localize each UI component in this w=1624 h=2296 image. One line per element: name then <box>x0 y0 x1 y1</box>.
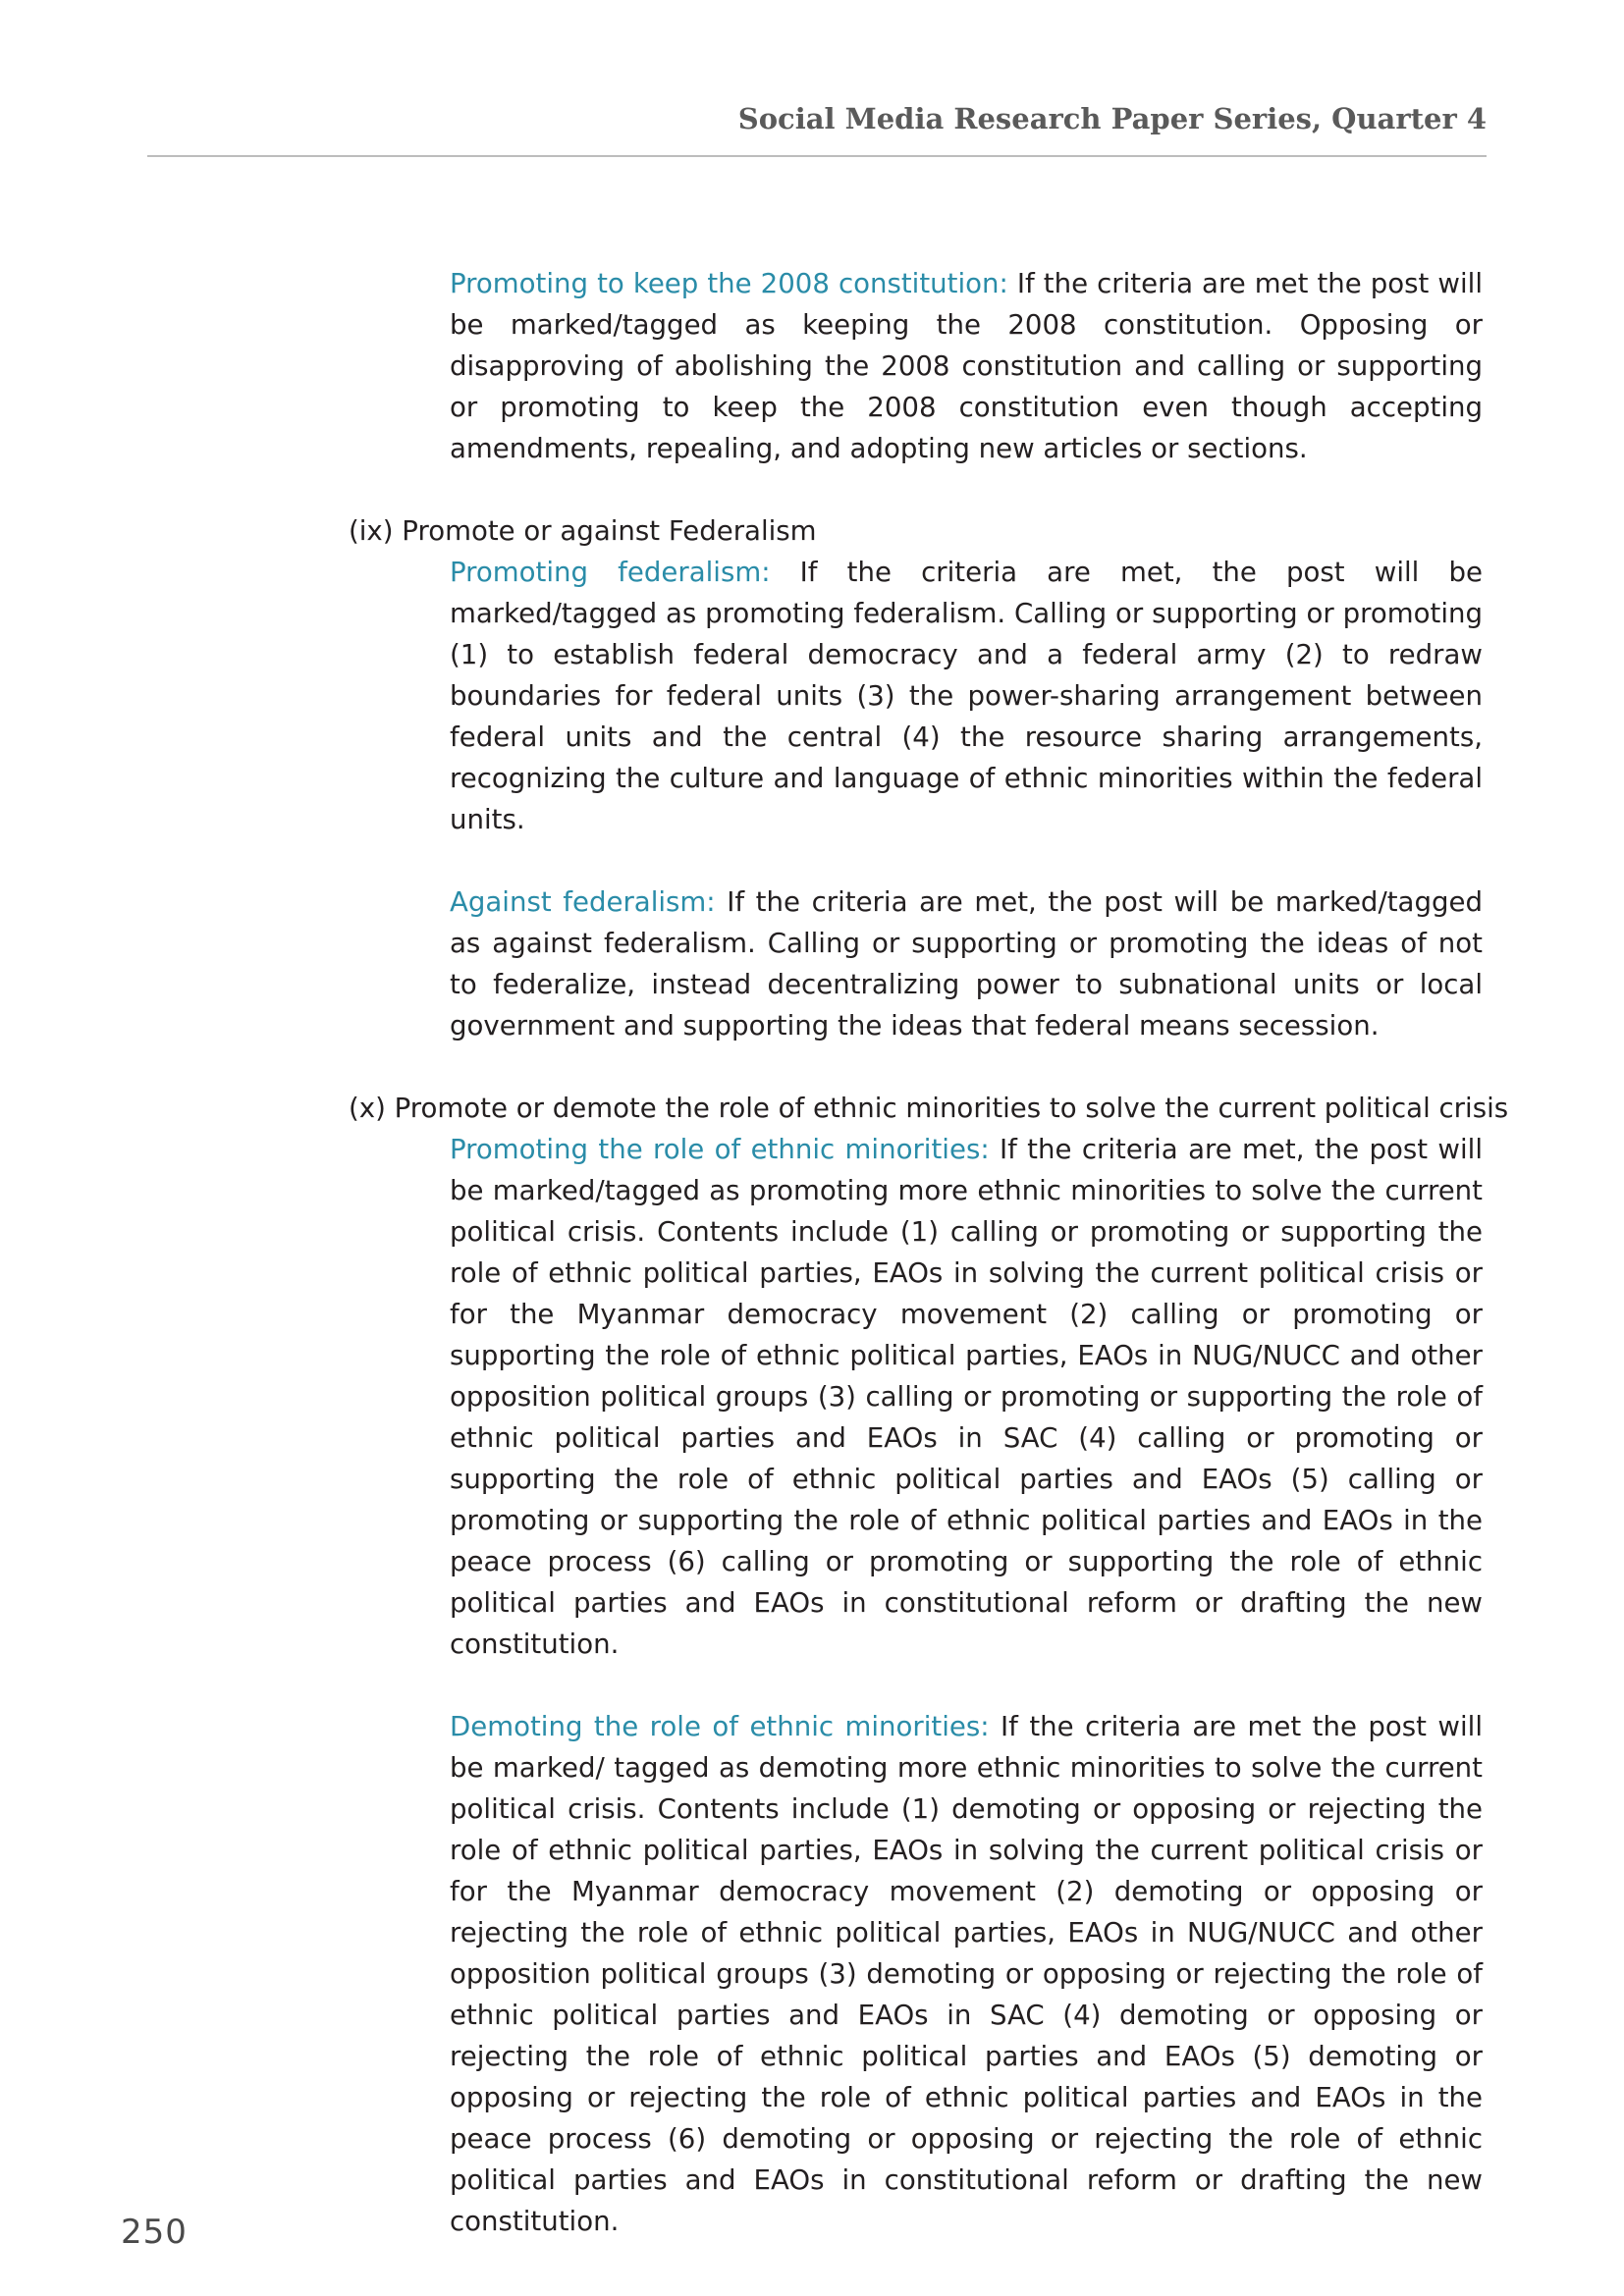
definition-keep-2008-constitution: If the criteria are met the post will be marked/tagged as keeping the 2008 constitution. Opposing or disapproving of abolishing the 2008 constitution and calling or supporting or promoting to keep the 2008 constitution even though accepting amendments, repealing, and adopting new articles or sections. <box>450 267 1483 464</box>
term-promoting-federalism: Promoting federalism: <box>450 556 771 588</box>
spacer <box>0 840 1624 881</box>
header-divider <box>147 155 1487 157</box>
paragraph-promoting-ethnic-role <box>450 1129 1483 1665</box>
running-header-title: Social Media Research Paper Series, Quarter 4 <box>737 102 1487 135</box>
paragraph-keep-2008-constitution <box>450 263 1483 469</box>
paragraph-demoting-ethnic-role <box>450 1706 1483 2242</box>
paragraph-against-federalism <box>450 881 1483 1046</box>
term-promoting-ethnic-role: Promoting the role of ethnic minorities: <box>450 1133 990 1165</box>
term-demoting-ethnic-role: Demoting the role of ethnic minorities: <box>450 1710 990 1742</box>
page-number: 250 <box>121 2213 188 2252</box>
section-heading-ethnic-minorities: (x) Promote or demote the role of ethnic minorities to solve the current political crisis <box>349 1092 1509 1124</box>
spacer <box>0 1046 1624 1088</box>
section-heading-federalism: (ix) Promote or against Federalism <box>349 514 817 547</box>
paragraph-promoting-federalism <box>450 552 1483 840</box>
definition-demoting-ethnic-role: If the criteria are met the post will be marked/ tagged as demoting more ethnic minorities to solve the current political crisis. Contents include (1) demoting or opposing or rejecting the role of ethnic political parties, EAOs in solving the current political crisis or for the Myanmar democracy movement (2) demoting or opposing or rejecting the role of ethnic political parties, EAOs in NUG/NUCC and other opposition political groups (3) demoting or opposing or rejecting the role of ethnic political parties and EAOs in SAC (4) demoting or opposing or rejecting the role of ethnic political parties and EAOs (5) demoting or opposing or rejecting the role of ethnic political parties and EAOs in the peace process (6) demoting or opposing or rejecting the role of ethnic political parties and EAOs in constitutional reform or drafting the new constitution. <box>450 1710 1483 2237</box>
definition-promoting-ethnic-role: If the criteria are met, the post will be marked/tagged as promoting more ethnic minorities to solve the current political crisis. Contents include (1) calling or promoting or supporting the role of ethnic political parties, EAOs in solving the current political crisis or for the Myanmar democracy movement (2) calling or promoting or supporting the role of ethnic political parties, EAOs in NUG/NUCC and other opposition political groups (3) calling or promoting or supporting the role of ethnic political parties and EAOs in SAC (4) calling or promoting or supporting the role of ethnic political parties and EAOs (5) calling or promoting or supporting the role of ethnic political parties and EAOs in the peace process (6) calling or promoting or supporting the role of ethnic political parties and EAOs in constitutional reform or drafting the new constitution. <box>450 1133 1484 1660</box>
spacer <box>0 1665 1624 1706</box>
definition-promoting-federalism: If the criteria are met, the post will be marked/tagged as promoting federalism. Calling or supporting or promoting (1) to establish federal democracy and a federal army (2) to redraw boundaries for federal units (3) the power-sharing arrangement between federal units and the central (4) the resource sharing arrangements, recognizing the culture and language of ethnic minorities within the federal units. <box>450 556 1483 835</box>
term-keep-2008-constitution: Promoting to keep the 2008 constitution: <box>450 267 1008 299</box>
spacer <box>0 469 1624 510</box>
definition-against-federalism: If the criteria are met, the post will be marked/tagged as against federalism. Calling or supporting or promoting the ideas of not to federalize, instead decentralizing power to subnational units or local government and supporting the ideas that federal means secession. <box>450 885 1483 1041</box>
page-body <box>0 263 1624 2242</box>
term-against-federalism: Against federalism: <box>450 885 716 918</box>
